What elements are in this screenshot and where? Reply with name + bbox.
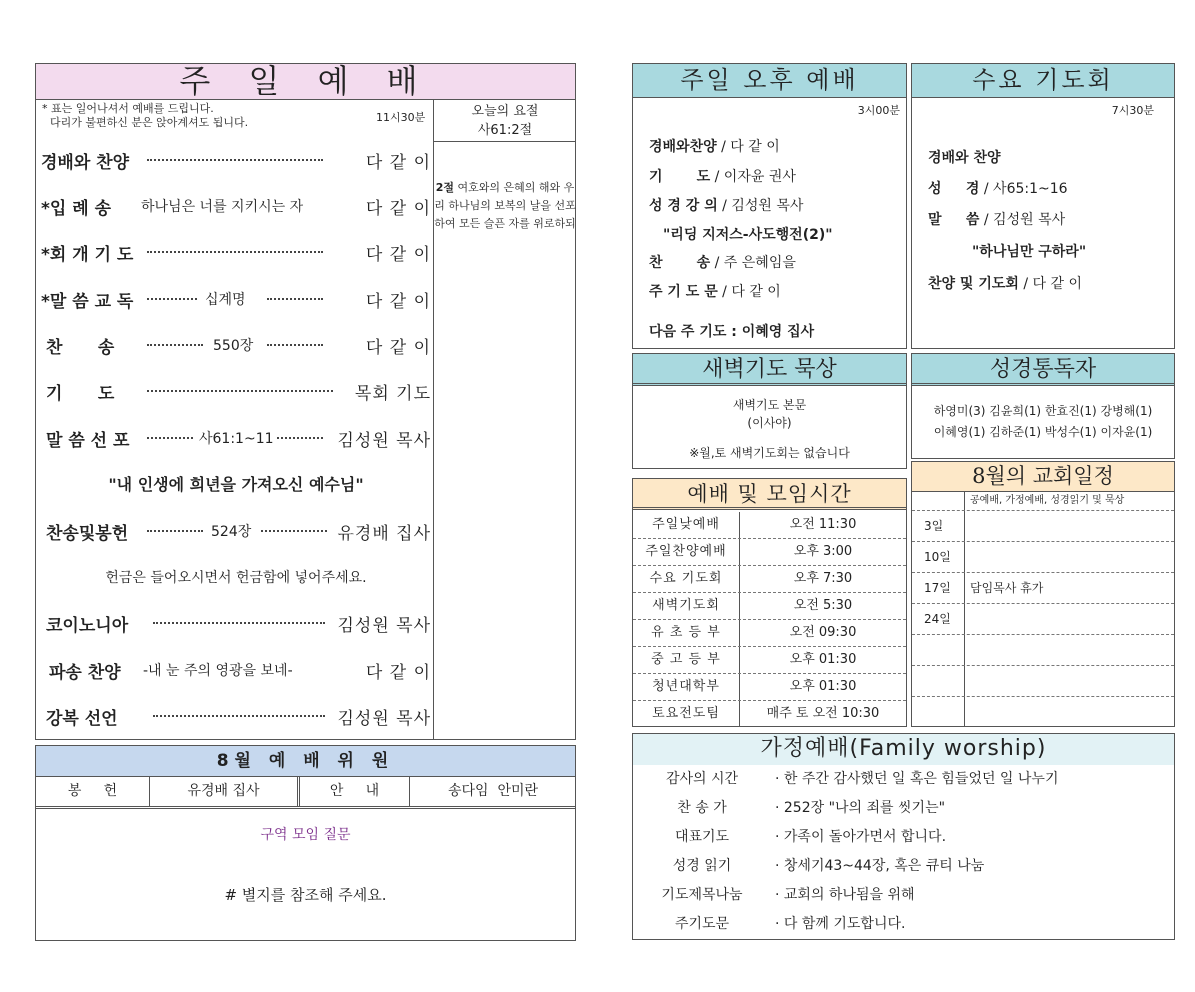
order-detail: 십계명 — [205, 292, 246, 308]
wednesday-sermon-title: "하나님만 구하라" — [972, 244, 1087, 260]
order-label: 경배와 찬양 — [41, 153, 130, 173]
time-row: 청년대학부 오후 01:30 — [633, 674, 906, 701]
usher-names: 송다임 안미란 — [447, 783, 539, 799]
wednesday-time: 7시30분 — [1111, 104, 1154, 117]
verse-box — [434, 100, 576, 142]
usher-label: 안 내 — [300, 777, 410, 806]
order-item — [41, 148, 431, 172]
offering-note: 헌금은 들어오시면서 헌금함에 넣어주세요. — [105, 570, 367, 586]
sermon-title: "내 인생에 희년을 가져오신 예수님" — [108, 475, 364, 494]
leader-dots — [153, 622, 325, 624]
order-detail: 사61:1~11 — [199, 431, 274, 447]
order-leader: 다 같 이 — [365, 338, 431, 358]
committee-panel — [35, 745, 576, 941]
afternoon-time: 3시00분 — [857, 104, 900, 117]
order-label: *회 개 기 도 — [41, 245, 134, 265]
order-leader: 김성원 목사 — [337, 431, 431, 451]
order-leader: 김성원 목사 — [337, 616, 431, 636]
verse-text — [434, 179, 576, 233]
schedule-header-row — [912, 492, 1174, 511]
order-detail: 524장 — [211, 524, 252, 540]
wednesday-title: 수요 기도회 — [912, 64, 1174, 98]
wednesday-prayer-panel — [911, 63, 1175, 349]
order-label: 강복 선언 — [46, 709, 118, 729]
leader-dots — [267, 298, 323, 300]
sunday-service-panel — [35, 63, 576, 740]
time-row: 새벽기도회 오전 5:30 — [633, 593, 906, 620]
schedule-row — [912, 635, 1174, 666]
dawn-text-title: 새벽기도 본문 — [732, 398, 807, 412]
time-row: 유 초 등 부 오전 09:30 — [633, 620, 906, 647]
order-label: 찬송및봉헌 — [46, 524, 129, 544]
order-leader: 다 같 이 — [365, 663, 431, 683]
leader-dots — [267, 344, 323, 346]
order-label: 파송 찬양 — [49, 663, 121, 683]
committee-row — [36, 777, 575, 809]
schedule-row — [912, 666, 1174, 697]
order-leader: 다 같 이 — [365, 245, 431, 265]
next-prayer: 다음 주 기도 : 이혜영 집사 — [649, 324, 815, 340]
afternoon-service-title: 주일 오후 예배 — [633, 64, 906, 98]
times-title: 예배 및 모임시간 — [633, 479, 906, 510]
dawn-title: 새벽기도 묵상 — [633, 354, 906, 386]
leader-dots — [147, 159, 323, 161]
afternoon-lecture-title: "리딩 지저스-사도행전(2)" — [663, 227, 833, 243]
readers-line-1: 하영미(3) 김윤희(1) 한효진(1) 강병해(1) — [933, 404, 1153, 418]
time-row: 토요전도팀 매주 토 오전 10:30 — [652, 706, 880, 721]
schedule-row: 10일 — [912, 542, 1174, 573]
readers-title: 성경통독자 — [912, 354, 1174, 386]
family-row: 기도제목나눔 · 교회의 하나됨을 위해 — [661, 887, 915, 903]
time-row: 주일찬양예배 오후 3:00 — [633, 539, 906, 566]
schedule-header: 공예배, 가정예배, 성경읽기 및 묵상 — [970, 495, 1125, 506]
time-row: 중 고 등 부 오후 01:30 — [633, 647, 906, 674]
order-label: 말 씀 선 포 — [46, 431, 130, 451]
order-item — [41, 194, 431, 218]
order-label: 코이노니아 — [46, 616, 129, 636]
family-row: 주기도문 · 다 함께 기도합니다. — [674, 916, 906, 932]
schedule-title: 8월의 교회일정 — [912, 462, 1174, 492]
verse-note-text: 여호와의 은혜의 해와 우리 하나님의 보복의 날을 선포하여 모든 슬픈 자를 위로하되 — [434, 181, 576, 230]
order-leader: 김성원 목사 — [337, 709, 431, 729]
schedule-row: 24일 — [912, 604, 1174, 635]
wednesday-item: 찬양 및 기도회 / 다 같 이 — [928, 276, 1083, 292]
family-worship-panel — [632, 733, 1175, 940]
sunday-service-title: 주 일 예 배 — [36, 64, 575, 100]
afternoon-item: 경배와찬양 / 다 같 이 — [649, 139, 780, 155]
schedule-row: 3일 — [912, 511, 1174, 542]
order-item — [41, 333, 431, 357]
worship-times-panel — [632, 478, 907, 727]
group-question-title: 구역 모임 질문 — [260, 827, 351, 843]
afternoon-item: 기 도 / 이자윤 권사 — [649, 169, 796, 185]
committee-title: 8월 예 배 위 원 — [36, 746, 575, 777]
order-item — [41, 287, 431, 311]
afternoon-service-panel — [632, 63, 907, 349]
family-row: 대표기도 · 가족이 돌아가면서 합니다. — [674, 829, 947, 845]
order-item — [41, 379, 431, 403]
order-item — [41, 519, 431, 543]
time-row: 주일낮예배 오전 11:30 — [633, 512, 906, 539]
order-item — [41, 611, 431, 635]
wednesday-item: 경배와 찬양 — [928, 150, 1001, 166]
standing-notice — [42, 102, 248, 130]
offering-label: 봉 헌 — [36, 777, 150, 806]
family-row: 성경 읽기 · 창세기43~44장, 혹은 큐티 나눔 — [672, 858, 985, 874]
order-detail: 하나님은 너를 지키시는 자 — [141, 199, 304, 215]
order-leader: 다 같 이 — [365, 153, 431, 173]
order-leader: 다 같 이 — [365, 199, 431, 219]
notice-line-2: 다리가 불편하신 분은 앉아계셔도 됩니다. — [50, 116, 249, 129]
verse-reference: 사61:2절 — [477, 123, 533, 138]
leader-dots — [147, 437, 193, 439]
dawn-meditation-panel — [632, 353, 907, 469]
order-item — [41, 426, 431, 450]
afternoon-item: 주 기 도 문 / 다 같 이 — [649, 284, 781, 300]
order-leader: 유경배 집사 — [337, 524, 431, 544]
leader-dots — [147, 251, 323, 253]
order-item — [41, 658, 431, 682]
order-leader: 다 같 이 — [365, 292, 431, 312]
sermon-title-row — [41, 472, 431, 496]
family-row: 감사의 시간 · 한 주간 감사했던 일 혹은 힘들었던 일 나누기 — [665, 771, 1059, 787]
leader-dots — [261, 530, 327, 532]
afternoon-item: 찬 송 / 주 은혜임을 — [649, 255, 796, 271]
order-leader: 목회 기도 — [354, 384, 431, 404]
service-time: 11시30분 — [376, 111, 426, 124]
leader-dots — [277, 437, 323, 439]
wednesday-item: 말 씀 / 김성원 목사 — [928, 212, 1066, 228]
order-label: *말 씀 교 독 — [41, 292, 134, 312]
offering-name: 유경배 집사 — [150, 777, 300, 806]
church-schedule-panel — [911, 461, 1175, 727]
order-label: 찬 송 — [46, 338, 115, 358]
leader-dots — [153, 715, 325, 717]
order-detail: -내 눈 주의 영광을 보네- — [143, 663, 293, 679]
family-title: 가정예배(Family worship) — [633, 734, 1174, 765]
leader-dots — [147, 530, 203, 532]
schedule-row: 17일 담임목사 휴가 — [912, 573, 1174, 604]
family-row: 찬 송 가 · 252장 "나의 죄를 씻기는" — [677, 800, 946, 816]
readers-line-2: 이혜영(1) 김하준(1) 박성수(1) 이자윤(1) — [933, 425, 1153, 439]
leader-dots — [147, 344, 203, 346]
leader-dots — [147, 390, 333, 392]
offering-note-row — [41, 565, 431, 589]
order-detail: 550장 — [213, 338, 254, 354]
notice-line-1: * 표는 일어나셔서 예배를 드립니다. — [42, 102, 214, 115]
dawn-book: (이사야) — [747, 416, 792, 430]
order-item — [41, 704, 431, 728]
order-label: 기 도 — [46, 384, 115, 404]
leader-dots — [147, 298, 197, 300]
time-row: 수요 기도회 오후 7:30 — [633, 566, 906, 593]
wednesday-item: 성 경 / 사65:1~16 — [928, 181, 1068, 197]
afternoon-item: 성 경 강 의 / 김성원 목사 — [649, 198, 804, 214]
dawn-note: ※월,토 새벽기도회는 없습니다 — [689, 446, 850, 460]
verse-title: 오늘의 요절 — [471, 104, 539, 119]
order-item — [41, 240, 431, 264]
order-label: *입 례 송 — [41, 199, 111, 219]
bible-readers-panel — [911, 353, 1175, 459]
verse-note-number: 2절 — [435, 181, 455, 194]
group-question-reference: # 별지를 참조해 주세요. — [224, 886, 387, 904]
